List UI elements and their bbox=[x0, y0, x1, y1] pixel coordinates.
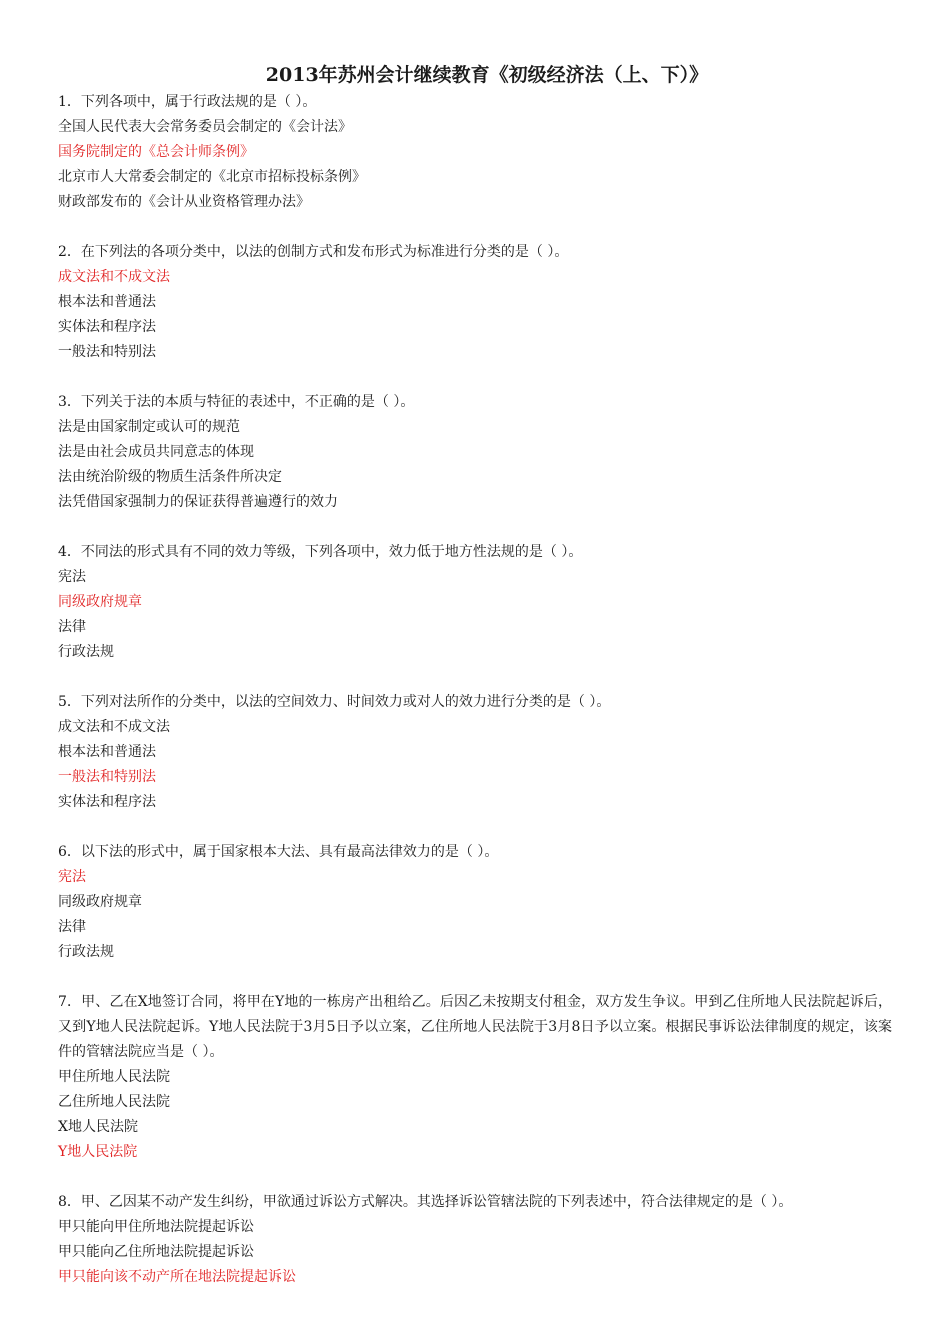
correct-answer-option: 甲只能向该不动产所在地法院提起诉讼 bbox=[58, 1269, 296, 1285]
correct-answer-option: 宪法 bbox=[58, 869, 86, 885]
question-block bbox=[58, 690, 892, 815]
answer-option: 成文法和不成文法 bbox=[58, 719, 170, 735]
question-block bbox=[58, 390, 892, 515]
answer-option: 法律 bbox=[58, 919, 86, 935]
answer-option: 根本法和普通法 bbox=[58, 294, 156, 310]
question-text: 1．下列各项中，属于行政法规的是（ ）。 bbox=[58, 94, 317, 110]
answer-option: 法凭借国家强制力的保证获得普遍遵行的效力 bbox=[58, 494, 338, 510]
answer-option: 财政部发布的《会计从业资格管理办法》 bbox=[58, 194, 310, 210]
correct-answer-option: 一般法和特别法 bbox=[58, 769, 156, 785]
document-title: 2013年苏州会计继续教育《初级经济法（上、下）》 bbox=[265, 64, 709, 86]
answer-option: 乙住所地人民法院 bbox=[58, 1094, 170, 1110]
answer-option: 行政法规 bbox=[58, 944, 114, 960]
question-text: 3．下列关于法的本质与特征的表述中，不正确的是（ ）。 bbox=[58, 394, 415, 410]
question-text: 7．甲、乙在X地签订合同，将甲在Y地的一栋房产出租给乙。后因乙未按期支付租金，双方发生争议。甲到乙住所地人民法院起诉后，又到Y地人民法院起诉。Y地人民法院于3月5日予以立案，乙住所地人民法院于3月8日予以立案。根据民事诉讼法律制度的规定，该案件的管辖法院应当是（ ）。 bbox=[58, 994, 892, 1060]
answer-option: 全国人民代表大会常务委员会制定的《会计法》 bbox=[58, 119, 352, 135]
answer-option: 甲住所地人民法院 bbox=[58, 1069, 170, 1085]
question-text: 6．以下法的形式中，属于国家根本大法、具有最高法律效力的是（ ）。 bbox=[58, 844, 499, 860]
question-block bbox=[58, 990, 892, 1165]
question-text: 8．甲、乙因某不动产发生纠纷，甲欲通过诉讼方式解决。其选择诉讼管辖法院的下列表述中，符合法律规定的是（ ）。 bbox=[58, 1194, 793, 1210]
question-list bbox=[58, 90, 892, 1290]
correct-answer-option: 国务院制定的《总会计师条例》 bbox=[58, 144, 254, 160]
correct-answer-option: Y地人民法院 bbox=[58, 1144, 138, 1160]
question-block bbox=[58, 840, 892, 965]
question-block bbox=[58, 540, 892, 665]
question-block bbox=[58, 1190, 892, 1290]
answer-option: 宪法 bbox=[58, 569, 86, 585]
answer-option: 行政法规 bbox=[58, 644, 114, 660]
correct-answer-option: 同级政府规章 bbox=[58, 594, 142, 610]
answer-option: 甲只能向甲住所地法院提起诉讼 bbox=[58, 1219, 254, 1235]
answer-option: 法由统治阶级的物质生活条件所决定 bbox=[58, 469, 282, 485]
correct-answer-option: 成文法和不成文法 bbox=[58, 269, 170, 285]
answer-option: 法律 bbox=[58, 619, 86, 635]
answer-option: 甲只能向乙住所地法院提起诉讼 bbox=[58, 1244, 254, 1260]
answer-option: 实体法和程序法 bbox=[58, 319, 156, 335]
answer-option: 实体法和程序法 bbox=[58, 794, 156, 810]
question-block bbox=[58, 90, 892, 215]
answer-option: 一般法和特别法 bbox=[58, 344, 156, 360]
answer-option: 根本法和普通法 bbox=[58, 744, 156, 760]
answer-option: 北京市人大常委会制定的《北京市招标投标条例》 bbox=[58, 169, 366, 185]
question-text: 2．在下列法的各项分类中，以法的创制方式和发布形式为标准进行分类的是（ ）。 bbox=[58, 244, 569, 260]
question-text: 4．不同法的形式具有不同的效力等级，下列各项中，效力低于地方性法规的是（ ）。 bbox=[58, 544, 583, 560]
answer-option: 法是由国家制定或认可的规范 bbox=[58, 419, 240, 435]
question-block bbox=[58, 240, 892, 365]
answer-option: 同级政府规章 bbox=[58, 894, 142, 910]
answer-option: X地人民法院 bbox=[58, 1119, 138, 1135]
question-text: 5．下列对法所作的分类中，以法的空间效力、时间效力或对人的效力进行分类的是（ ）。 bbox=[58, 694, 611, 710]
answer-option: 法是由社会成员共同意志的体现 bbox=[58, 444, 254, 460]
